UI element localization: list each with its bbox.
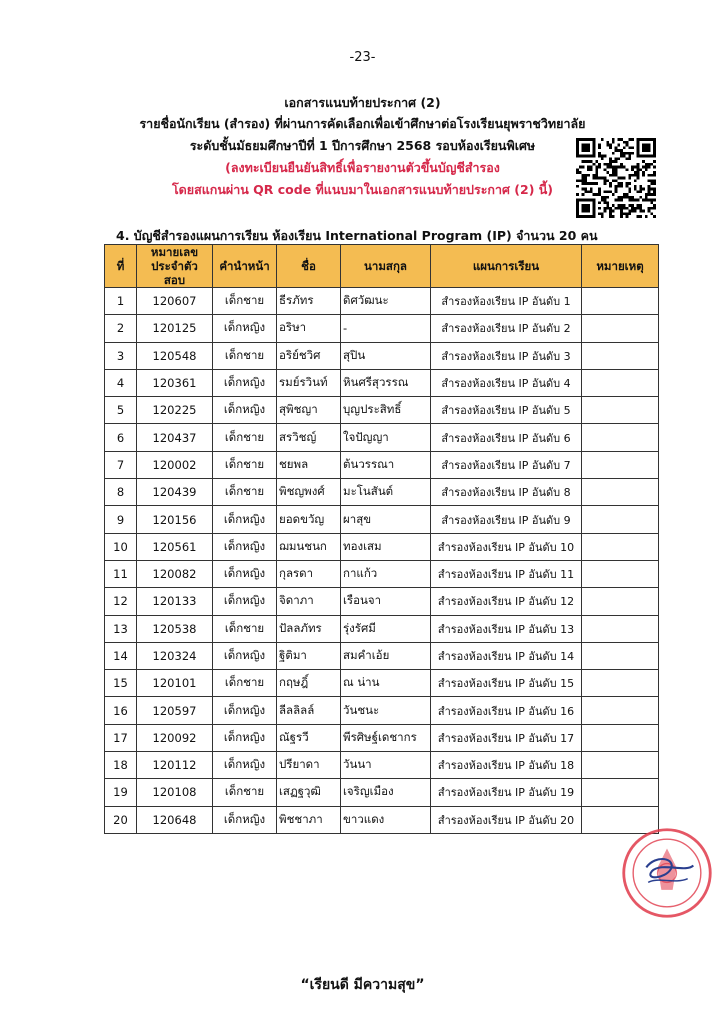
cell-study-plan: สำรองห้องเรียน IP อันดับ 2: [431, 315, 582, 342]
cell-last-name: หินศรีสุวรรณ: [341, 369, 431, 396]
cell-first-name: กุลรดา: [277, 560, 341, 587]
footer-motto: “เรียนดี มีความสุข”: [300, 977, 425, 993]
cell-last-name: วันนา: [341, 752, 431, 779]
cell-no: 3: [105, 342, 137, 369]
cell-remarks: [582, 288, 659, 315]
cell-title: เด็กหญิง: [213, 752, 277, 779]
cell-first-name: ณัฐรวี: [277, 724, 341, 751]
table-row: [105, 752, 659, 779]
cell-last-name: เรือนจา: [341, 588, 431, 615]
section-title: 4. บัญชีสำรองแผนการเรียน ห้องเรียน International Program (IP) จำนวน 20 คน: [116, 228, 598, 243]
table-row: [105, 451, 659, 478]
cell-first-name: สรวิชญ์: [277, 424, 341, 451]
cell-study-plan: สำรองห้องเรียน IP อันดับ 13: [431, 615, 582, 642]
cell-first-name: พิชชาภา: [277, 806, 341, 833]
cell-study-plan: สำรองห้องเรียน IP อันดับ 11: [431, 560, 582, 587]
cell-title: เด็กชาย: [213, 479, 277, 506]
cell-title: เด็กหญิง: [213, 806, 277, 833]
header-line-2: รายชื่อนักเรียน (สำรอง) ที่ผ่านการคัดเลือกเพื่อเข้าศึกษาต่อโรงเรียนยุพราชวิทยาลัย: [139, 116, 586, 131]
cell-last-name: ต้นวรรณา: [341, 451, 431, 478]
cell-no: 16: [105, 697, 137, 724]
cell-title: เด็กหญิง: [213, 369, 277, 396]
table-row: [105, 697, 659, 724]
cell-first-name: ปัลลภัทร: [277, 615, 341, 642]
cell-title: เด็กหญิง: [213, 315, 277, 342]
cell-last-name: ใจปัญญา: [341, 424, 431, 451]
cell-study-plan: สำรองห้องเรียน IP อันดับ 16: [431, 697, 582, 724]
cell-last-name: พีรศิษฐ์เดชากร: [341, 724, 431, 751]
table-row: [105, 560, 659, 587]
col-header-first-name: ชื่อ: [277, 245, 341, 288]
cell-study-plan: สำรองห้องเรียน IP อันดับ 6: [431, 424, 582, 451]
cell-no: 9: [105, 506, 137, 533]
cell-no: 19: [105, 779, 137, 806]
col-header-no: ที่: [105, 245, 137, 288]
cell-remarks: [582, 670, 659, 697]
cell-first-name: ธีรภัทร: [277, 288, 341, 315]
cell-remarks: [582, 779, 659, 806]
cell-exam-id: 120361: [137, 369, 213, 396]
cell-exam-id: 120108: [137, 779, 213, 806]
table-row: [105, 806, 659, 833]
cell-remarks: [582, 397, 659, 424]
cell-remarks: [582, 560, 659, 587]
table-row: [105, 369, 659, 396]
cell-remarks: [582, 342, 659, 369]
cell-no: 7: [105, 451, 137, 478]
cell-title: เด็กชาย: [213, 424, 277, 451]
cell-last-name: -: [341, 315, 431, 342]
table-header-row: [105, 245, 659, 288]
cell-first-name: ฌมนชนก: [277, 533, 341, 560]
school-seal-stamp: [620, 826, 714, 920]
cell-no: 11: [105, 560, 137, 587]
cell-no: 15: [105, 670, 137, 697]
cell-first-name: ปรียาดา: [277, 752, 341, 779]
cell-study-plan: สำรองห้องเรียน IP อันดับ 8: [431, 479, 582, 506]
cell-study-plan: สำรองห้องเรียน IP อันดับ 18: [431, 752, 582, 779]
cell-no: 2: [105, 315, 137, 342]
cell-no: 6: [105, 424, 137, 451]
cell-title: เด็กหญิง: [213, 397, 277, 424]
col-header-exam-id-label: หมายเลข ประจำตัวสอบ: [150, 245, 199, 287]
table-row: [105, 342, 659, 369]
cell-no: 8: [105, 479, 137, 506]
col-header-last-name: นามสกุล: [341, 245, 431, 288]
cell-title: เด็กชาย: [213, 615, 277, 642]
table-row: [105, 533, 659, 560]
cell-last-name: สมคำเอ้ย: [341, 642, 431, 669]
cell-first-name: อริษา: [277, 315, 341, 342]
cell-remarks: [582, 506, 659, 533]
cell-last-name: กาแก้ว: [341, 560, 431, 587]
qr-code-icon[interactable]: [576, 138, 656, 218]
cell-study-plan: สำรองห้องเรียน IP อันดับ 7: [431, 451, 582, 478]
table-row: [105, 588, 659, 615]
cell-first-name: ชยพล: [277, 451, 341, 478]
table-row: [105, 424, 659, 451]
cell-remarks: [582, 424, 659, 451]
cell-first-name: เสฏฐวุฒิ: [277, 779, 341, 806]
cell-study-plan: สำรองห้องเรียน IP อันดับ 12: [431, 588, 582, 615]
table-row: [105, 670, 659, 697]
cell-title: เด็กหญิง: [213, 724, 277, 751]
cell-title: เด็กชาย: [213, 779, 277, 806]
cell-title: เด็กหญิง: [213, 697, 277, 724]
reserve-list-table: [104, 244, 659, 834]
cell-study-plan: สำรองห้องเรียน IP อันดับ 14: [431, 642, 582, 669]
cell-no: 17: [105, 724, 137, 751]
table-row: [105, 506, 659, 533]
table-row: [105, 397, 659, 424]
cell-title: เด็กชาย: [213, 288, 277, 315]
cell-title: เด็กหญิง: [213, 588, 277, 615]
cell-remarks: [582, 479, 659, 506]
cell-exam-id: 120648: [137, 806, 213, 833]
cell-last-name: เจริญเมือง: [341, 779, 431, 806]
cell-exam-id: 120082: [137, 560, 213, 587]
cell-last-name: ขาวแดง: [341, 806, 431, 833]
cell-remarks: [582, 315, 659, 342]
cell-last-name: ทองเสม: [341, 533, 431, 560]
table-row: [105, 615, 659, 642]
cell-exam-id: 120125: [137, 315, 213, 342]
cell-exam-id: 120548: [137, 342, 213, 369]
cell-exam-id: 120439: [137, 479, 213, 506]
cell-remarks: [582, 615, 659, 642]
header-line-3: ระดับชั้นมัธยมศึกษาปีที่ 1 ปีการศึกษา 2568 รอบห้องเรียนพิเศษ: [189, 138, 536, 153]
cell-title: เด็กหญิง: [213, 533, 277, 560]
cell-study-plan: สำรองห้องเรียน IP อันดับ 15: [431, 670, 582, 697]
cell-no: 18: [105, 752, 137, 779]
cell-remarks: [582, 697, 659, 724]
cell-study-plan: สำรองห้องเรียน IP อันดับ 19: [431, 779, 582, 806]
cell-remarks: [582, 588, 659, 615]
cell-first-name: พิชญพงศ์: [277, 479, 341, 506]
table-row: [105, 288, 659, 315]
cell-exam-id: 120437: [137, 424, 213, 451]
table-row: [105, 315, 659, 342]
cell-exam-id: 120101: [137, 670, 213, 697]
cell-first-name: อริย์ชวิศ: [277, 342, 341, 369]
cell-exam-id: 120607: [137, 288, 213, 315]
cell-title: เด็กหญิง: [213, 506, 277, 533]
cell-remarks: [582, 642, 659, 669]
col-header-study-plan: แผนการเรียน: [431, 245, 582, 288]
cell-title: เด็กชาย: [213, 451, 277, 478]
cell-exam-id: 120324: [137, 642, 213, 669]
table-row: [105, 724, 659, 751]
cell-last-name: ผาสุข: [341, 506, 431, 533]
cell-title: เด็กหญิง: [213, 642, 277, 669]
cell-exam-id: 120133: [137, 588, 213, 615]
cell-exam-id: 120538: [137, 615, 213, 642]
cell-first-name: ลีลลิลล์: [277, 697, 341, 724]
cell-remarks: [582, 451, 659, 478]
cell-exam-id: 120156: [137, 506, 213, 533]
col-header-remarks: หมายเหตุ: [582, 245, 659, 288]
cell-exam-id: 120112: [137, 752, 213, 779]
cell-study-plan: สำรองห้องเรียน IP อันดับ 17: [431, 724, 582, 751]
cell-study-plan: สำรองห้องเรียน IP อันดับ 20: [431, 806, 582, 833]
cell-title: เด็กชาย: [213, 670, 277, 697]
cell-no: 13: [105, 615, 137, 642]
cell-remarks: [582, 752, 659, 779]
cell-first-name: กฤษฎิ์: [277, 670, 341, 697]
cell-last-name: มะโนสันต์: [341, 479, 431, 506]
page-number: -23-: [349, 50, 376, 65]
cell-no: 1: [105, 288, 137, 315]
cell-no: 14: [105, 642, 137, 669]
cell-first-name: รมย์รวินท์: [277, 369, 341, 396]
cell-no: 5: [105, 397, 137, 424]
cell-last-name: ณ น่าน: [341, 670, 431, 697]
cell-title: เด็กชาย: [213, 342, 277, 369]
cell-last-name: ดิศวัฒนะ: [341, 288, 431, 315]
cell-last-name: สุปิน: [341, 342, 431, 369]
cell-exam-id: 120597: [137, 697, 213, 724]
cell-remarks: [582, 533, 659, 560]
cell-exam-id: 120002: [137, 451, 213, 478]
cell-study-plan: สำรองห้องเรียน IP อันดับ 1: [431, 288, 582, 315]
cell-study-plan: สำรองห้องเรียน IP อันดับ 5: [431, 397, 582, 424]
cell-study-plan: สำรองห้องเรียน IP อันดับ 10: [431, 533, 582, 560]
header-line-1: เอกสารแนบท้ายประกาศ (2): [284, 95, 441, 110]
table-row: [105, 779, 659, 806]
cell-last-name: บุญประสิทธิ์: [341, 397, 431, 424]
cell-last-name: รุ่งรัศมี: [341, 615, 431, 642]
cell-remarks: [582, 724, 659, 751]
cell-study-plan: สำรองห้องเรียน IP อันดับ 4: [431, 369, 582, 396]
cell-no: 12: [105, 588, 137, 615]
cell-no: 10: [105, 533, 137, 560]
cell-no: 4: [105, 369, 137, 396]
cell-study-plan: สำรองห้องเรียน IP อันดับ 9: [431, 506, 582, 533]
col-header-title: คำนำหน้า: [213, 245, 277, 288]
header-line-5: โดยสแกนผ่าน QR code ที่แนบมาในเอกสารแนบท้ายประกาศ (2) นี้): [171, 182, 554, 197]
cell-no: 20: [105, 806, 137, 833]
cell-study-plan: สำรองห้องเรียน IP อันดับ 3: [431, 342, 582, 369]
table-row: [105, 479, 659, 506]
cell-exam-id: 120561: [137, 533, 213, 560]
cell-title: เด็กหญิง: [213, 560, 277, 587]
cell-exam-id: 120225: [137, 397, 213, 424]
cell-exam-id: 120092: [137, 724, 213, 751]
table-row: [105, 642, 659, 669]
cell-first-name: สุพิชญา: [277, 397, 341, 424]
cell-last-name: วันชนะ: [341, 697, 431, 724]
cell-first-name: ฐิติมา: [277, 642, 341, 669]
header-line-4: (ลงทะเบียนยืนยันสิทธิ์เพื่อรายงานตัวขึ้นบัญชีสำรอง: [225, 160, 500, 175]
cell-first-name: ยอดขวัญ: [277, 506, 341, 533]
cell-first-name: จิดาภา: [277, 588, 341, 615]
cell-remarks: [582, 369, 659, 396]
col-header-exam-id: [137, 245, 213, 288]
